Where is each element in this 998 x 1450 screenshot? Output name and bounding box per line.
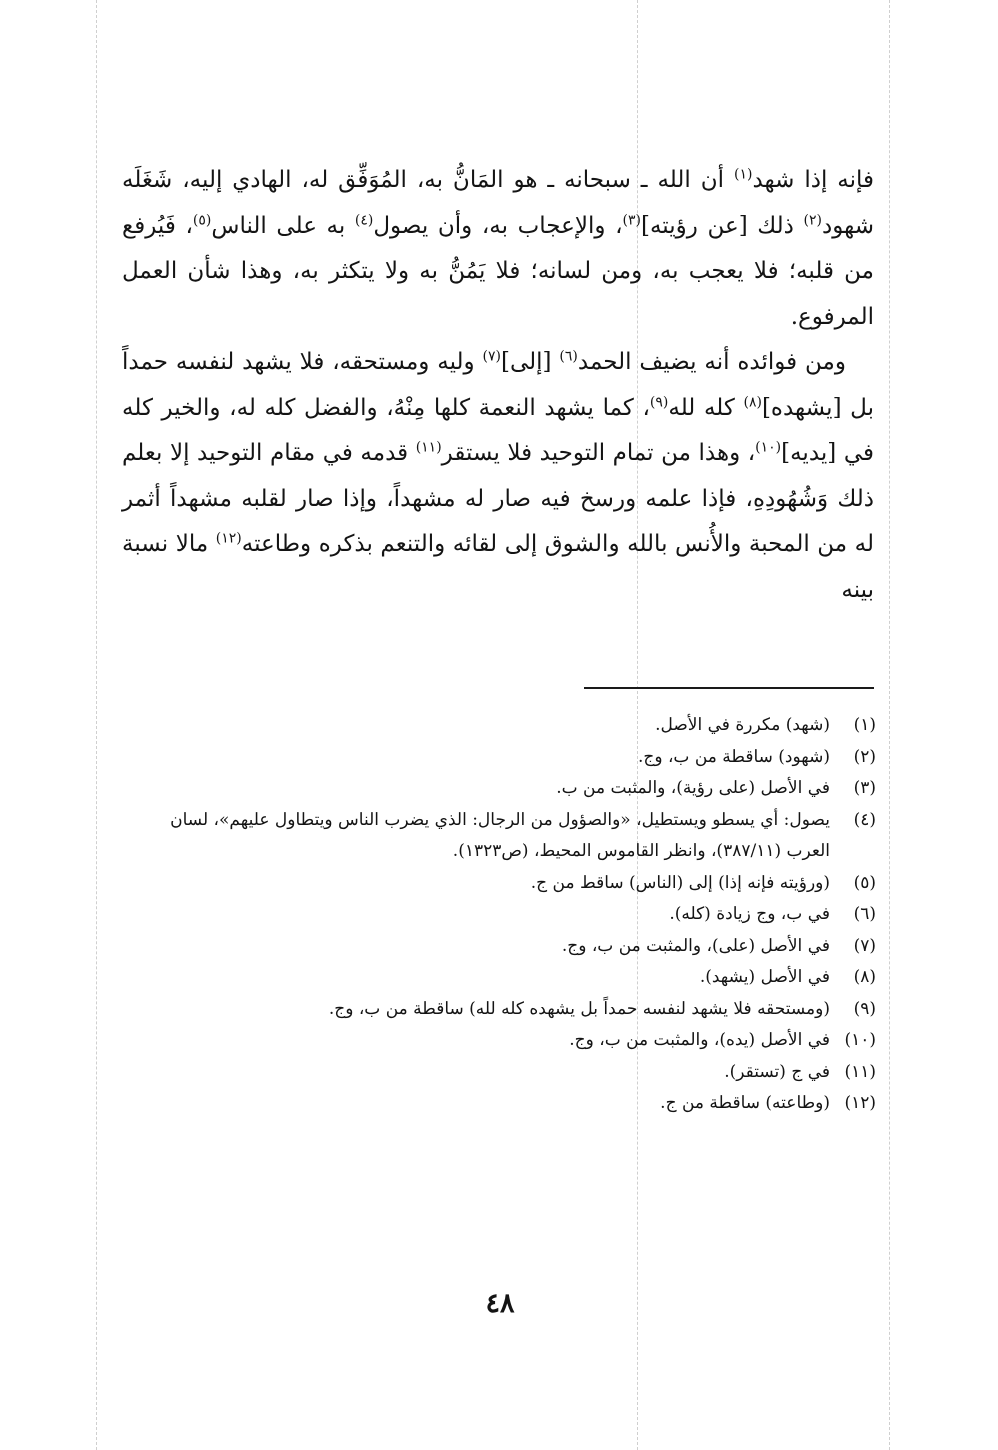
footnote-item <box>130 1025 876 1057</box>
footnote-item <box>130 931 876 963</box>
page-number: ٤٨ <box>485 1288 515 1319</box>
footnote-text: يصول: أي يسطو ويستطيل، «والصؤول من الرجال: الذي يضرب الناس ويتطاول عليهم»، لسان العرب (٣٨٧/١١)، وانظر القاموس المحيط، (ص١٣٢٣). <box>170 809 830 861</box>
footnote-text: (ورؤيته فإنه إذا) إلى (الناس) ساقط من ج. <box>530 872 830 893</box>
footnote-item <box>130 899 876 931</box>
footnote-marker: (٥) <box>192 211 212 228</box>
footnote-number: (١١) <box>844 1061 876 1082</box>
text-run: به على الناس <box>211 212 355 239</box>
footnote-number: (٩) <box>853 998 876 1019</box>
footnote-item <box>130 710 876 742</box>
footnote-marker: (٨) <box>743 393 762 410</box>
footnote-text: في الأصل (يده)، والمثبت من ب، وج. <box>569 1030 830 1050</box>
footnote-number: (١٢) <box>844 1093 876 1113</box>
text-run: [إلى] <box>501 349 560 375</box>
footnote-number: (١٠) <box>844 1030 876 1050</box>
footnote-item <box>130 742 876 774</box>
footnote-text: في الأصل (على)، والمثبت من ب، وج. <box>561 935 830 956</box>
footnote-marker: (١٠) <box>755 439 782 456</box>
footnote-item <box>130 1057 876 1089</box>
text-run: ، والإعجاب به، وأن يصول <box>373 212 623 239</box>
footnote-text: (ومستحقه فلا يشهد لنفسه حمداً بل يشهده كله لله) ساقطة من ب، وج. <box>328 998 830 1019</box>
footnote-text: (وطاعته) ساقطة من ج. <box>660 1093 830 1113</box>
footnote-item <box>130 773 876 805</box>
footnote-marker: (١١) <box>415 439 442 456</box>
footnote-separator <box>584 687 874 689</box>
footnote-item <box>130 994 876 1026</box>
footnote-marker: (٧) <box>482 348 502 365</box>
footnotes-list <box>130 710 876 1120</box>
footnote-text: في ج (تستقر). <box>724 1061 830 1082</box>
footnote-item <box>130 962 876 994</box>
paragraph <box>122 340 874 613</box>
footnote-marker: (٩) <box>649 393 669 410</box>
scan-line-left <box>96 0 97 1450</box>
text-run: كله لله <box>668 394 744 421</box>
footnote-marker: (١) <box>733 166 753 183</box>
footnote-number: (٥) <box>853 872 876 893</box>
text-run: ذلك [عن رؤيته] <box>641 212 804 239</box>
text-run: أن الله ـ سبحانه ـ هو المَانُّ به، المُوَفِّق له، الهادي إليه، شَغَلَه شهود <box>122 167 874 239</box>
footnote-text: في ب، وج زيادة (كله). <box>669 904 830 924</box>
scan-line-right <box>889 0 890 1450</box>
footnote-number: (٨) <box>853 967 876 987</box>
text-run: وليه ومستحقه، فلا يشهد لنفسه حمداً بل [يشهده] <box>122 349 874 421</box>
text-run: قدمه في مقام التوحيد إلا بعلم ذلك وَشُهُودِهِ، فإذا علمه ورسخ فيه صار له مشهداً، وإذا صار لقلبه مشهداً أثمر له من المحبة والأُنس بالله والشوق إلى لقائه والتنعم بذكره وطاعته <box>122 440 874 557</box>
text-run: ، فَيُرفع من قلبه؛ فلا يعجب به، ومن لسانه؛ فلا يَمُنُّ به ولا يتكثر به، وهذا شأن العمل المرفوع. <box>122 212 874 330</box>
text-run: ، كما يشهد النعمة كلها مِنْهُ، والفضل كله له، والخير كله في [يديه] <box>122 394 874 466</box>
text-run: مالا نسبة بينه <box>122 531 874 603</box>
text-run: ومن فوائده أنه يضيف الحمد <box>577 349 846 375</box>
footnote-number: (٧) <box>853 935 876 956</box>
footnote-item <box>130 868 876 900</box>
footnote-item <box>130 1088 876 1120</box>
footnote-text: في الأصل (يشهد). <box>699 967 830 987</box>
text-run: فإنه إذا شهد <box>752 167 875 193</box>
main-text <box>122 158 874 613</box>
footnote-number: (٢) <box>853 746 876 767</box>
footnote-marker: (٦) <box>559 348 578 365</box>
text-run: ، وهذا من تمام التوحيد فلا يستقر <box>441 440 756 466</box>
footnote-text: (شهود) ساقطة من ب، وج. <box>637 746 830 767</box>
footnote-marker: (١٢) <box>215 530 242 547</box>
footnote-marker: (٤) <box>354 211 374 228</box>
footnote-number: (٦) <box>853 904 876 924</box>
footnote-number: (١) <box>853 715 876 735</box>
footnote-text: في الأصل (على رؤية)، والمثبت من ب. <box>556 778 830 798</box>
footnote-number: (٤) <box>853 809 876 830</box>
footnote-text: (شهد) مكررة في الأصل. <box>655 715 830 735</box>
footnote-item <box>130 805 876 868</box>
footnote-marker: (٢) <box>803 211 822 228</box>
paragraph <box>122 158 874 340</box>
footnote-marker: (٣) <box>622 211 641 228</box>
footnote-number: (٣) <box>853 778 876 798</box>
